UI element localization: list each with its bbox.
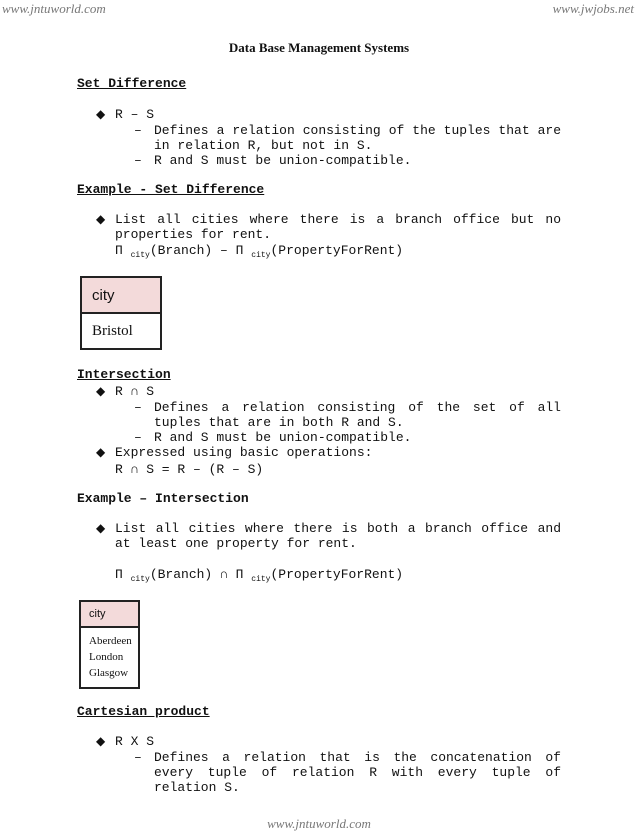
section-heading-intersection: Intersection (77, 367, 171, 382)
page-title: Data Base Management Systems (228, 40, 410, 55)
intersection-formula: R ∩ S = R – (R – S) (115, 462, 264, 477)
intersection-def-line1: Defines a relation consisting of the set of all (154, 400, 561, 415)
dash-icon: – (134, 750, 142, 765)
section-heading-example-set-difference: Example - Set Difference (77, 182, 265, 197)
expression-left: (Branch) ∩ (149, 567, 236, 582)
set-difference-expression (115, 243, 403, 260)
set-difference-def-line1: Defines a relation consisting of the tuples that are (154, 123, 561, 138)
intersection-union-compatible: R and S must be union-compatible. (154, 430, 412, 445)
projection-subscript: city (251, 575, 271, 584)
dash-icon: – (134, 400, 142, 415)
result-table-set-difference (80, 276, 162, 350)
set-difference-notation: R – S (115, 107, 155, 122)
projection-subscript: city (251, 251, 271, 260)
pi-symbol: Π (235, 243, 244, 258)
diamond-bullet-icon: ◆ (96, 384, 106, 398)
diamond-bullet-icon: ◆ (96, 734, 106, 748)
set-difference-union-compatible: R and S must be union-compatible. (154, 153, 412, 168)
watermark-top-right: www.jwjobs.net (552, 1, 634, 16)
diamond-bullet-icon: ◆ (96, 521, 106, 535)
example-set-difference-line1: List all cities where there is a branch office but no (115, 212, 561, 227)
diamond-bullet-icon: ◆ (96, 445, 106, 459)
example-intersection-line2: at least one property for rent. (115, 536, 357, 551)
intersection-notation: R ∩ S (115, 384, 155, 399)
cartesian-notation: R X S (115, 734, 155, 749)
table-row: Glasgow (89, 667, 129, 679)
watermark-top-left: www.jntuworld.com (2, 1, 106, 16)
dash-icon: – (134, 153, 142, 168)
set-difference-def-line2: in relation R, but not in S. (154, 138, 373, 153)
result-table-intersection (79, 600, 140, 689)
section-heading-set-difference: Set Difference (77, 76, 187, 91)
dash-icon: – (134, 123, 142, 138)
expression-right: (PropertyForRent) (270, 567, 404, 582)
table-row: London (89, 651, 124, 663)
expression-right: (PropertyForRent) (270, 243, 404, 258)
projection-subscript: city (130, 251, 150, 260)
intersection-basic-ops: Expressed using basic operations: (115, 445, 373, 460)
pi-symbol: Π (115, 243, 123, 258)
table-header-city: city (81, 277, 161, 313)
cartesian-def-line3: relation S. (154, 780, 240, 795)
cartesian-def-line2: every tuple of relation R with every tuple of (154, 765, 561, 780)
pi-symbol: Π (115, 567, 123, 582)
section-heading-cartesian-product: Cartesian product (77, 704, 210, 719)
section-heading-example-intersection: Example – Intersection (77, 491, 249, 506)
expression-left: (Branch) – (149, 243, 236, 258)
intersection-expression (115, 567, 403, 584)
pi-symbol: Π (235, 567, 244, 582)
table-row: Aberdeen (89, 635, 132, 647)
projection-subscript: city (130, 575, 150, 584)
diamond-bullet-icon: ◆ (96, 212, 106, 226)
watermark-bottom: www.jntuworld.com (267, 816, 371, 831)
example-intersection-line1: List all cities where there is both a branch office and (115, 521, 561, 536)
table-cell: Bristol (81, 313, 161, 349)
intersection-def-line2: tuples that are in both R and S. (154, 415, 404, 430)
example-set-difference-line2: properties for rent. (115, 227, 272, 242)
diamond-bullet-icon: ◆ (96, 107, 106, 121)
cartesian-def-line1: Defines a relation that is the concatenation of (154, 750, 561, 765)
table-header-city: city (80, 601, 139, 627)
dash-icon: – (134, 430, 142, 445)
